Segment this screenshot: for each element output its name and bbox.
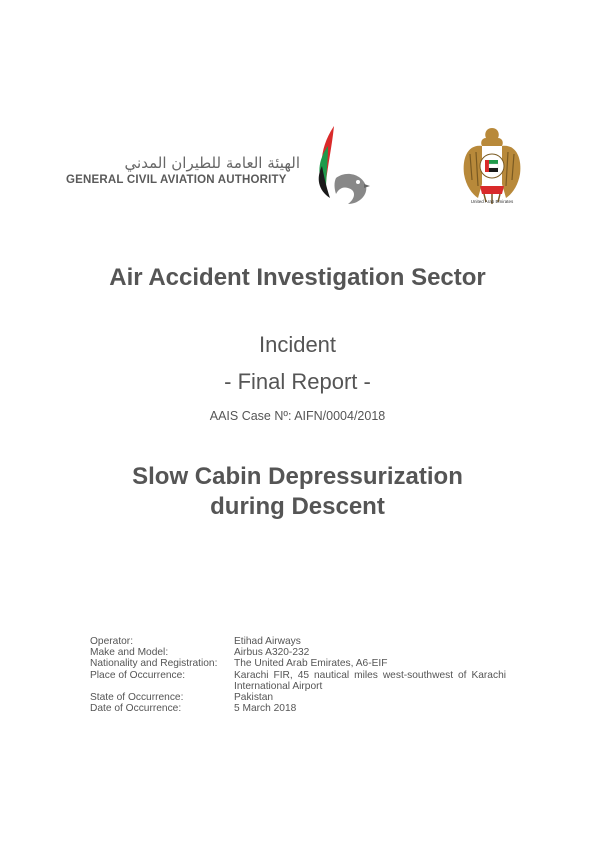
detail-row-make-model [90, 647, 506, 658]
gcaa-logo [66, 124, 376, 206]
gcaa-english-name: GENERAL CIVIL AVIATION AUTHORITY [66, 174, 287, 186]
report-category: Incident [258, 332, 337, 357]
uae-emblem-icon [458, 124, 526, 210]
detail-value: The United Arab Emirates, A6-EIF [234, 658, 388, 670]
report-title [0, 462, 595, 522]
detail-row-registration [90, 658, 506, 669]
gcaa-arabic-name: الهيئة العامة للطيران المدني [124, 154, 300, 172]
detail-label: Place of Occurrence: [90, 669, 186, 681]
detail-label: Nationality and Registration: [90, 658, 218, 670]
gcaa-falcon-icon [312, 124, 372, 206]
detail-row-operator [90, 636, 506, 647]
detail-value: Airbus A320-232 [234, 647, 310, 659]
report-type: - Final Report - [224, 369, 371, 394]
detail-row-date [90, 703, 506, 714]
detail-label: State of Occurrence: [90, 692, 184, 704]
occurrence-details [90, 636, 506, 714]
detail-value: Karachi FIR, 45 nautical miles west-southwest of Karachi International Airport [234, 669, 506, 692]
detail-label: Make and Model: [90, 647, 169, 659]
sector-title: Air Accident Investigation Sector [109, 264, 486, 291]
detail-row-place [90, 670, 506, 692]
detail-label: Operator: [90, 636, 134, 647]
detail-value: 5 March 2018 [234, 703, 297, 715]
report-title-line1: Slow Cabin Depressurization [132, 463, 463, 490]
detail-value: Etihad Airways [234, 636, 301, 647]
detail-row-state [90, 692, 506, 703]
detail-value: Pakistan [234, 692, 274, 704]
report-title-line2: during Descent [210, 493, 385, 520]
case-number: AAIS Case Nº: AIFN/0004/2018 [209, 409, 386, 423]
uae-caption: United Arab Emirates [470, 199, 514, 204]
detail-label: Date of Occurrence: [90, 703, 182, 715]
